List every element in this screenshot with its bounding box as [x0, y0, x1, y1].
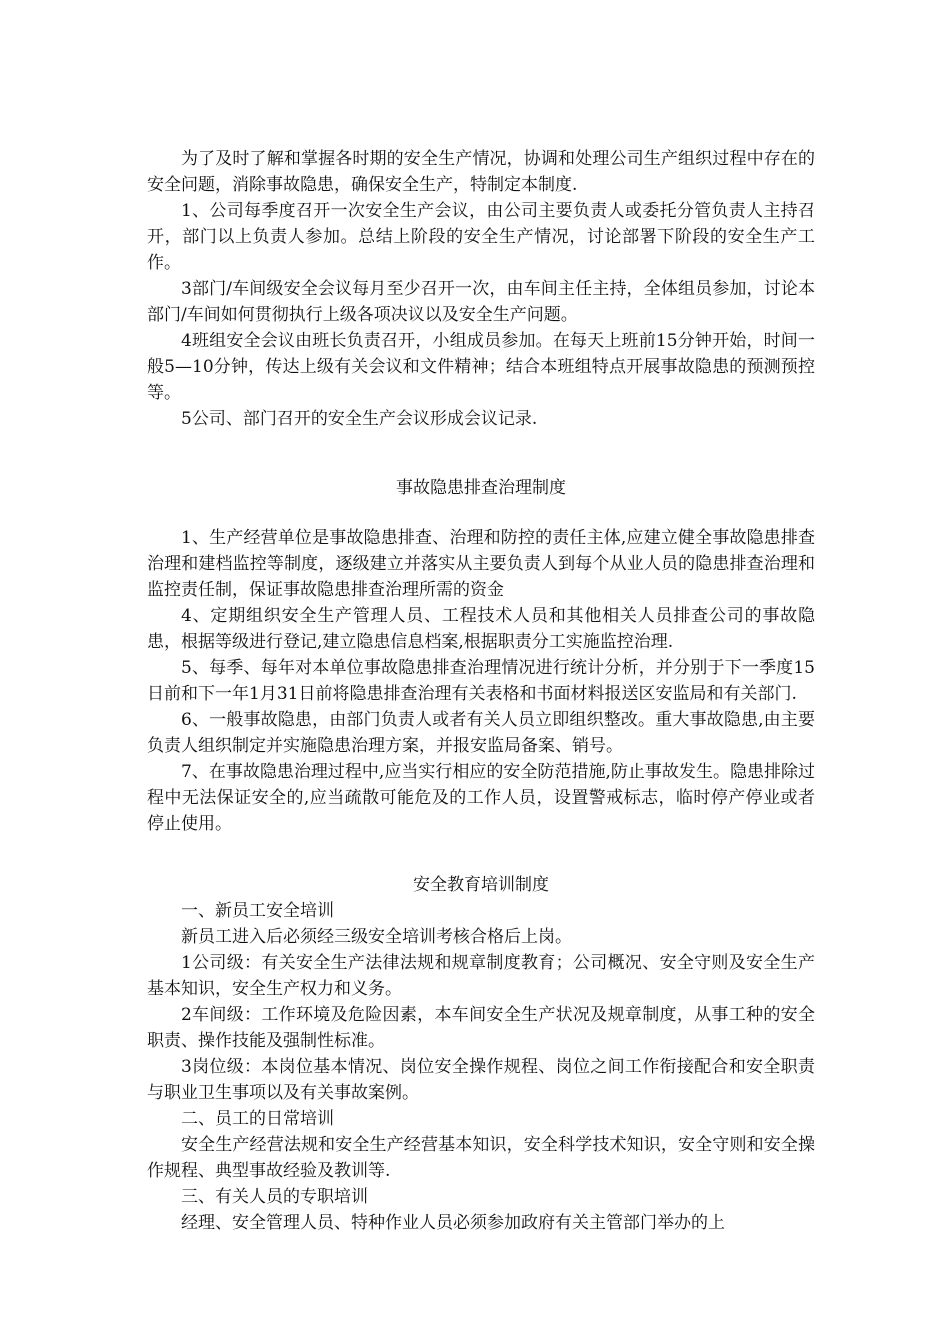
training-section — [147, 872, 815, 1236]
paragraph: 2车间级：工作环境及危险因素，本车间安全生产状况及规章制度，从事工种的安全职责、操作技能及强制性标准。 — [147, 1005, 815, 1051]
paragraph: 7、在事故隐患治理过程中,应当实行相应的安全防范措施,防止事故发生。隐患排除过程中无法保证安全的,应当疏散可能危及的工作人员，设置警戒标志，临时停产停业或者停止使用。 — [147, 762, 815, 834]
paragraph: 5、每季、每年对本单位事故隐患排查治理情况进行统计分析，并分别于下一季度15日前和下一年1月31日前将隐患排查治理有关表格和书面材料报送区安监局和有关部门. — [147, 658, 815, 704]
paragraph: 3岗位级：本岗位基本情况、岗位安全操作规程、岗位之间工作衔接配合和安全职责与职业卫生事项以及有关事故案例。 — [147, 1057, 815, 1103]
paragraph: 5公司、部门召开的安全生产会议形成会议记录. — [181, 409, 538, 429]
paragraph: 4、定期组织安全生产管理人员、工程技术人员和其他相关人员排查公司的事故隐患，根据等级进行登记,建立隐患信息档案,根据职责分工实施监控治理. — [147, 606, 815, 652]
subheading: 三、有关人员的专职培训 — [181, 1187, 368, 1207]
paragraph: 经理、安全管理人员、特种作业人员必须参加政府有关主管部门举办的上 — [181, 1213, 725, 1233]
paragraph: 1、生产经营单位是事故隐患排查、治理和防控的责任主体,应建立健全事故隐患排查治理和建档监控等制度，逐级建立并落实从主要负责人到每个从业人员的隐患排查治理和监控责任制，保证事故隐患排查治理所需的资金 — [147, 528, 815, 600]
paragraph: 1公司级：有关安全生产法律法规和规章制度教育；公司概况、安全守则及安全生产基本知识，安全生产权力和义务。 — [147, 953, 815, 999]
subheading: 二、员工的日常培训 — [181, 1109, 334, 1129]
paragraph: 1、公司每季度召开一次安全生产会议，由公司主要负责人或委托分管负责人主持召开，部门以上负责人参加。总结上阶段的安全生产情况，讨论部署下阶段的安全生产工作。 — [147, 201, 815, 273]
meeting-section — [147, 146, 815, 432]
paragraph: 6、一般事故隐患，由部门负责人或者有关人员立即组织整改。重大事故隐患,由主要负责人组织制定并实施隐患治理方案，并报安监局备案、销号。 — [147, 710, 815, 756]
paragraph: 新员工进入后必须经三级安全培训考核合格后上岗。 — [181, 927, 572, 947]
section-title: 事故隐患排查治理制度 — [396, 478, 566, 498]
subheading: 一、新员工安全培训 — [181, 901, 334, 921]
paragraph: 4班组安全会议由班长负责召开，小组成员参加。在每天上班前15分钟开始，时间一般5—10分钟，传达上级有关会议和文件精神；结合本班组特点开展事故隐患的预测预控等。 — [147, 331, 815, 403]
paragraph: 3部门/车间级安全会议每月至少召开一次，由车间主任主持，全体组员参加，讨论本部门/车间如何贯彻执行上级各项决议以及安全生产问题。 — [147, 279, 815, 325]
section-title: 安全教育培训制度 — [413, 875, 549, 895]
paragraph: 为了及时了解和掌握各时期的安全生产情况，协调和处理公司生产组织过程中存在的安全问题，消除事故隐患，确保安全生产，特制定本制度. — [147, 149, 815, 195]
hazard-section — [147, 475, 815, 837]
paragraph: 安全生产经营法规和安全生产经营基本知识，安全科学技术知识，安全守则和安全操作规程、典型事故经验及教训等. — [147, 1135, 815, 1181]
